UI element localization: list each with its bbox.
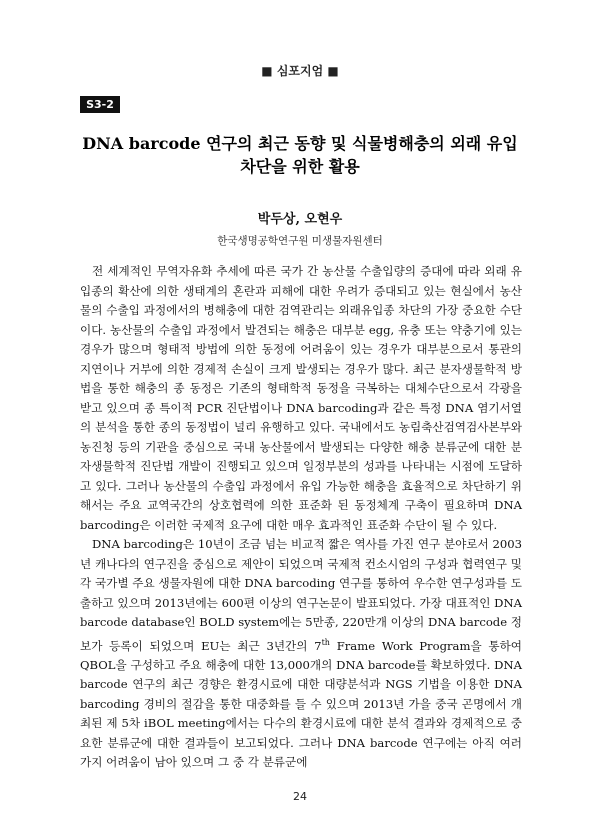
affiliation: 한국생명공학연구원 미생물자원센터 (217, 235, 383, 247)
session-badge: S3-2 (80, 96, 120, 113)
superscript-th: th (321, 637, 330, 647)
abstract-body (80, 262, 522, 773)
paragraph-2-part-b: Frame Work Program을 통하여 QBOL을 구성하고 주요 해충에 대한 13,000개의 DNA barcode를 확보하였다. DNA barcode 연구의 최근 경향은 환경시료에 대한 대량분석과 NGS 기법을 이용한 DNA barcoding 경비의 절감을 통한 대중화를 들 수 있으며 2013년 가을 중국 곤명에서 개최된 제 5차 iBOL meeting에서는 다수의 환경시료에 대한 분석 결과와 경제적으로 중요한 분류군에 대한 결과들이 보고되었다. 그러나 DNA barcode 연구에는 아직 여러 가지 어려움이 남아 있으며 그 중 각 분류군에 (80, 638, 523, 770)
paragraph-2-part-a: DNA barcoding은 10년이 조금 넘는 비교적 짧은 역사를 가진 연구 분야로서 2003년 캐나다의 연구진을 중심으로 제안이 되었으며 국제적 컨소시엄의 구성과 협력연구 및 각 국가별 주요 생물자원에 대한 DNA barcoding 연구를 통하여 우수한 연구성과를 도출하고 있으며 2013년에는 600편 이상의 연구논문이 발표되었다. 가장 대표적인 DNA barcode database인 BOLD system에는 5만종, 220만개 이상의 DNA barcode 정보가 등록이 되었으며 EU는 최근 3년간의 7 (80, 537, 522, 653)
authors: 박두상, 오현우 (257, 212, 343, 227)
paper-title-line2: 차단을 위한 활용 (240, 157, 360, 176)
paper-title-line1: DNA barcode 연구의 최근 동향 및 식물병해충의 외래 유입 (82, 134, 518, 153)
page-number: 24 (293, 790, 307, 803)
paper-title (70, 132, 530, 178)
paragraph-2 (80, 535, 522, 773)
section-header: ■ 심포지엄 ■ (261, 64, 339, 78)
paragraph-1: 전 세계적인 무역자유화 추세에 따른 국가 간 농산물 수출입량의 증대에 따라 외래 유입종의 확산에 의한 생태계의 혼란과 피해에 대한 우려가 증대되고 있는 현실에서 농산물의 수출입 과정에서의 병해충에 대한 검역관리는 외래유입종 차단의 가장 중요한 수단이다. 농산물의 수출입 과정에서 발견되는 해충은 대부분 egg, 유충 또는 약충기에 있는 경우가 많으며 형태적 방법에 의한 동정에 어려움이 있는 경우가 대부분으로서 통관의 지연이나 거부에 의한 경제적 손실이 크게 발생되는 경우가 많다. 최근 분자생물학적 방법을 통한 해충의 종 동정은 기존의 형태학적 동정을 극복하는 대체수단으로서 각광을 받고 있으며 종 특이적 PCR 진단법이나 DNA barcoding과 같은 특정 DNA 염기서열의 분석을 통한 종의 동정법이 널리 유행하고 있다. 국내에서도 농림축산검역검사본부와 농진청 등의 기관을 중심으로 국내 농산물에서 발생되는 다양한 해충 분류군에 대한 분자생물학적 진단법 개발이 진행되고 있으며 일정부분의 성과를 나타내는 시점에 도달하고 있다. 그러나 농산물의 수출입 과정에서 유입 가능한 해충을 효율적으로 차단하기 위해서는 주요 교역국간의 상호협력에 의한 표준화 된 동정체계 구축이 필요하며 DNA barcoding은 이러한 국제적 요구에 대한 매우 효과적인 표준화 수단이 될 수 있다. (80, 264, 522, 532)
